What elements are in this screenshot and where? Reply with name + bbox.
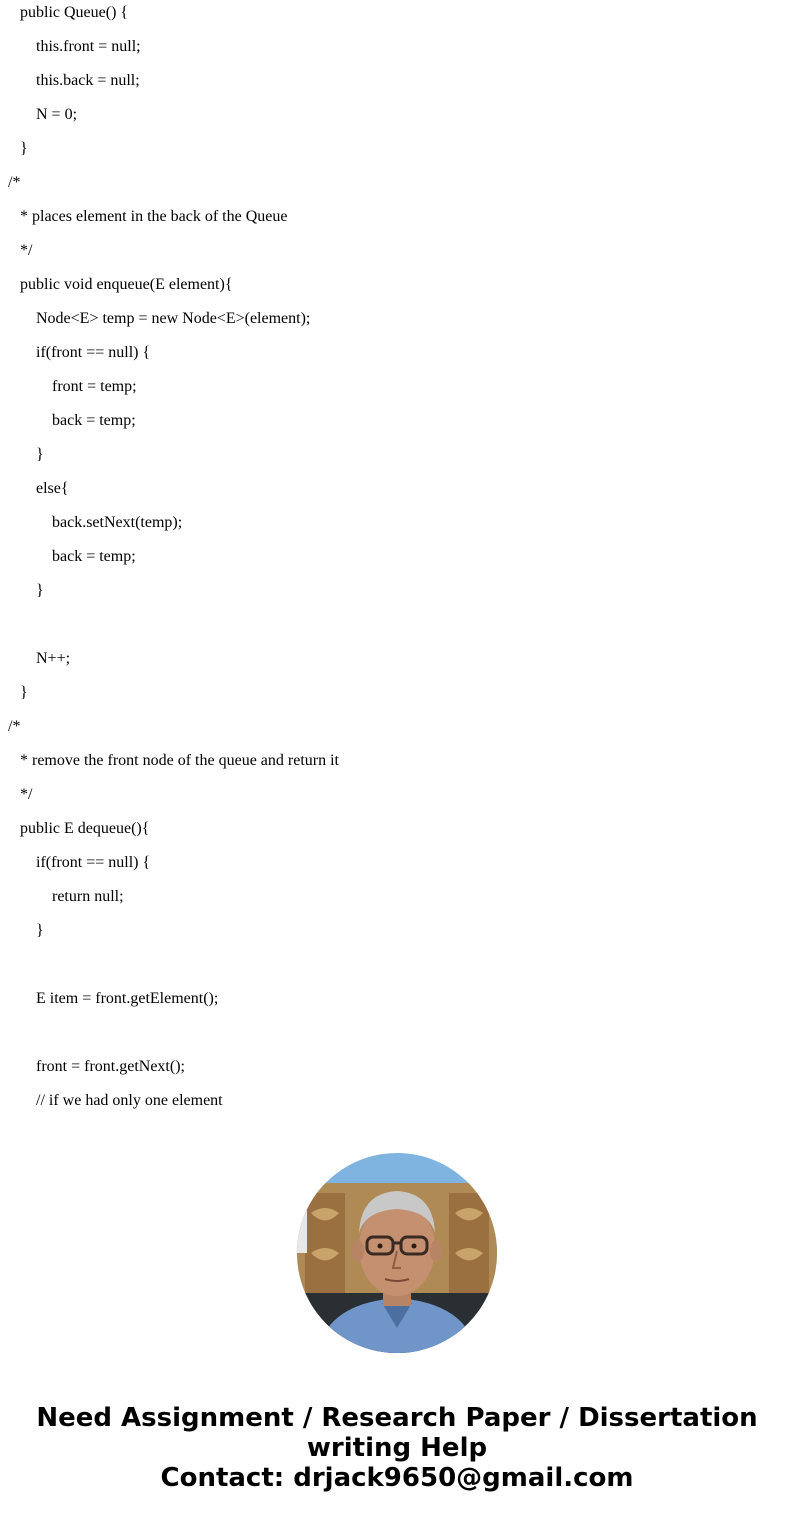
code-line: back = temp; bbox=[52, 548, 136, 565]
code-line: public E dequeue(){ bbox=[20, 820, 150, 837]
code-line: } bbox=[36, 922, 44, 939]
code-line: Node<E> temp = new Node<E>(element); bbox=[36, 310, 311, 327]
code-line: /* bbox=[8, 174, 21, 191]
code-line: public Queue() { bbox=[20, 4, 129, 21]
code-line: * places element in the back of the Queue bbox=[20, 208, 288, 225]
code-line: back.setNext(temp); bbox=[52, 514, 183, 531]
code-line: if(front == null) { bbox=[36, 344, 151, 361]
code-line: /* bbox=[8, 718, 21, 735]
code-line: } bbox=[36, 446, 44, 463]
code-line: back = temp; bbox=[52, 412, 136, 429]
promo-line-2: writing Help bbox=[306, 1433, 488, 1463]
code-line: public void enqueue(E element){ bbox=[20, 276, 233, 293]
code-line: front = front.getNext(); bbox=[36, 1058, 185, 1075]
code-line: } bbox=[20, 684, 28, 701]
author-photo bbox=[297, 1153, 497, 1353]
code-line: front = temp; bbox=[52, 378, 137, 395]
contact-banner bbox=[0, 1403, 794, 1493]
code-line: else{ bbox=[36, 480, 69, 497]
author-avatar bbox=[297, 1153, 497, 1353]
code-line: } bbox=[36, 582, 44, 599]
promo-line-1: Need Assignment / Research Paper / Dissertation bbox=[36, 1403, 758, 1433]
promo-contact: Contact: drjack9650@gmail.com bbox=[160, 1463, 634, 1493]
code-line: * remove the front node of the queue and return it bbox=[20, 752, 339, 769]
code-line: */ bbox=[20, 242, 33, 259]
code-line: E item = front.getElement(); bbox=[36, 990, 219, 1007]
code-line: // if we had only one element bbox=[36, 1092, 223, 1109]
code-line: this.back = null; bbox=[36, 72, 140, 89]
code-line: return null; bbox=[52, 888, 124, 905]
code-line: N = 0; bbox=[36, 106, 78, 123]
code-line: if(front == null) { bbox=[36, 854, 151, 871]
code-line: } bbox=[20, 140, 28, 157]
code-line: N++; bbox=[36, 650, 71, 667]
code-line: this.front = null; bbox=[36, 38, 141, 55]
code-line: */ bbox=[20, 786, 33, 803]
